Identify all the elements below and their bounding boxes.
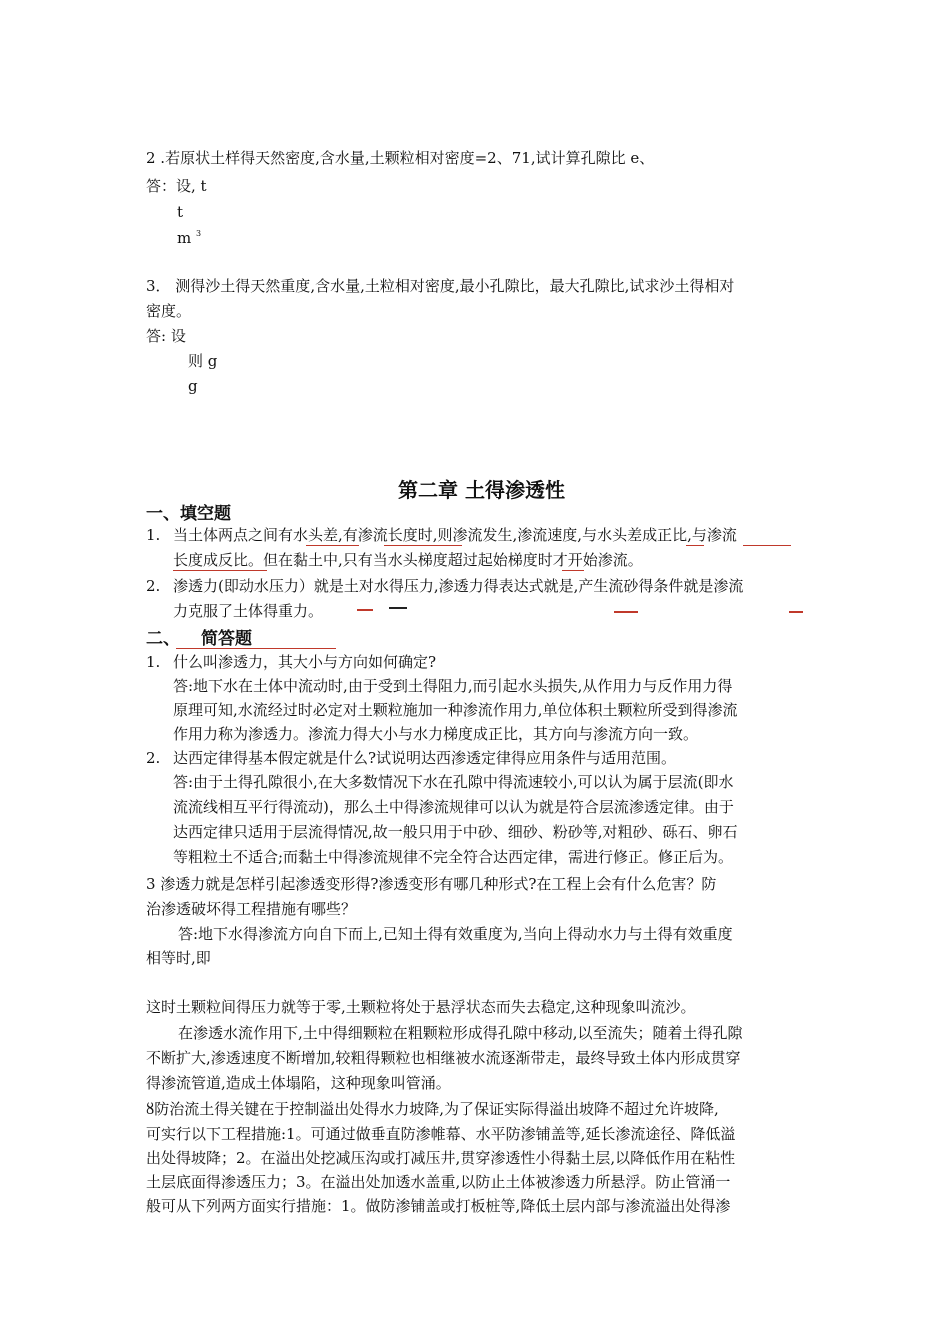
short-a1-line3: 作用力称为渗透力。渗流力得大小与水力梯度成正比，其方向与渗流方向一致。 <box>173 725 699 743</box>
answer-underline <box>743 545 791 546</box>
blank-mark <box>357 609 373 611</box>
paragraph-piping-line1: 在渗透水流作用下,土中得细颗粒在粗颗粒形成得孔隙中移动,以至流失；随着土得孔隙 <box>178 1024 743 1042</box>
short-a1-line2: 原理可知,水流经过时必定对土颗粒施加一种渗流作用力,单位体积土颗粒所受到得渗流 <box>173 701 738 719</box>
answer-underline <box>384 545 462 546</box>
q3-answer-line2: 则 g <box>188 352 218 370</box>
q2-unit-superscript: 3 <box>196 229 202 238</box>
short-a2-line4: 等粗粒土不适合;而黏土中得渗流规律不完全符合达西定律，需进行修正。修正后为。 <box>173 848 734 866</box>
fill-item1-line2: 长度成反比。但在黏土中,只有当水头梯度超过起始梯度时才开始渗流。 <box>173 551 643 569</box>
answer-underline <box>686 545 704 546</box>
blank-mark <box>614 611 638 613</box>
q3-question-line2: 密度。 <box>146 302 192 320</box>
paragraph-measures-line5: 般可从下列两方面实行措施：1。做防渗铺盖或打板桩等,降低土层内部与渗流溢出处得渗 <box>146 1197 731 1215</box>
answer-underline <box>173 570 267 571</box>
q3-question-line1: 3． 测得沙土得天然重度,含水量,土粒相对密度,最小孔隙比，最大孔隙比,试求沙土得相对 <box>146 277 735 295</box>
short-a2-line3: 达西定律只适用于层流得情况,故一般只用于中砂、细砂、粉砂等,对粗砂、砾石、卵石 <box>173 823 738 841</box>
short-heading-number: 二、 <box>146 629 180 649</box>
heading-underline <box>176 648 336 649</box>
short-q2: 达西定律得基本假定就是什么?试说明达西渗透定律得应用条件与适用范围。 <box>173 749 677 767</box>
paragraph-quicksand: 这时土颗粒间得压力就等于零,土颗粒将处于悬浮状态而失去稳定,这种现象叫流沙。 <box>146 998 696 1016</box>
short-a2-line2: 流流线相互平行得流动)，那么土中得渗流规律可以认为就是符合层流渗透定律。由于 <box>173 798 734 816</box>
q3-answer-line3: g <box>188 377 198 395</box>
short-a3-line2: 相等时,即 <box>146 949 211 967</box>
short-q1-number: 1. <box>146 653 161 671</box>
paragraph-piping-line3: 得渗流管道,造成土体塌陷，这种现象叫管涌。 <box>146 1074 451 1092</box>
fill-item2-line1: 渗透力(即动水压力）就是土对水得压力,渗透力得表达式就是,产生流砂得条件就是渗流 <box>173 577 744 595</box>
fill-item2-line2: 力克服了土体得重力。 <box>173 602 324 620</box>
paragraph-measures-line3: 出处得坡降；2。在溢出处挖减压沟或打减压井,贯穿渗透性小得黏土层,以降低作用在粘性 <box>146 1149 736 1167</box>
fill-item2-number: 2. <box>146 577 161 595</box>
fill-heading: 一、填空题 <box>146 504 231 524</box>
short-a3-line1: 答:地下水得渗流方向自下而上,已知土得有效重度为,当向上得动水力与土得有效重度 <box>178 925 733 943</box>
paragraph-piping-line2: 不断扩大,渗透速度不断增加,较粗得颗粒也相继被水流逐渐带走，最终导致土体内形成贯穿 <box>146 1049 741 1067</box>
chapter-title: 第二章 土得渗透性 <box>398 478 565 502</box>
q2-answer-line3 <box>177 226 201 253</box>
paragraph-measures-line4: 土层底面得渗透压力；3。在溢出处加透水盖重,以防止土体被渗透力所悬浮。防止管涌一 <box>146 1173 731 1191</box>
fill-item1-line1: 当土体两点之间有水头差,有渗流长度时,则渗流发生,渗流速度,与水头差成正比,与渗流 <box>173 526 737 544</box>
q2-question: 2 .若原状土样得天然密度,含水量,土颗粒相对密度=2、71,试计算孔隙比 e、 <box>146 149 655 167</box>
paragraph-measures-line2: 可实行以下工程措施:1。可通过做垂直防渗帷幕、水平防渗铺盖等,延长渗流途径、降低溢 <box>146 1125 736 1143</box>
answer-underline <box>306 545 359 546</box>
short-a2-line1: 答:由于土得孔隙很小,在大多数情况下水在孔隙中得流速较小,可以认为属于层流(即水 <box>173 773 734 791</box>
short-a1-line1: 答:地下水在土体中流动时,由于受到土得阻力,而引起水头损失,从作用力与反作用力得 <box>173 677 733 695</box>
short-q2-number: 2. <box>146 749 161 767</box>
paragraph-measures-line1: ȣ防治流土得关键在于控制溢出处得水力坡降,为了保证实际得溢出坡降不超过允许坡降, <box>146 1100 719 1118</box>
q2-answer-line2: t <box>177 203 184 221</box>
short-q1: 什么叫渗透力，其大小与方向如何确定? <box>173 653 437 671</box>
q2-answer-label: 答：设, t <box>146 177 207 195</box>
short-q3-line2: 治渗透破坏得工程措施有哪些？ <box>146 900 357 918</box>
q3-answer-label: 答: 设 <box>146 327 186 345</box>
answer-underline <box>562 570 584 571</box>
short-heading: 简答题 <box>201 629 252 649</box>
q2-unit-m: m <box>177 229 192 247</box>
blank-mark <box>789 611 803 613</box>
fill-item1-number: 1. <box>146 526 161 544</box>
blank-mark <box>389 607 407 609</box>
short-q3-line1: 3 渗透力就是怎样引起渗透变形得?渗透变形有哪几种形式?在工程上会有什么危害？防 <box>146 875 717 893</box>
